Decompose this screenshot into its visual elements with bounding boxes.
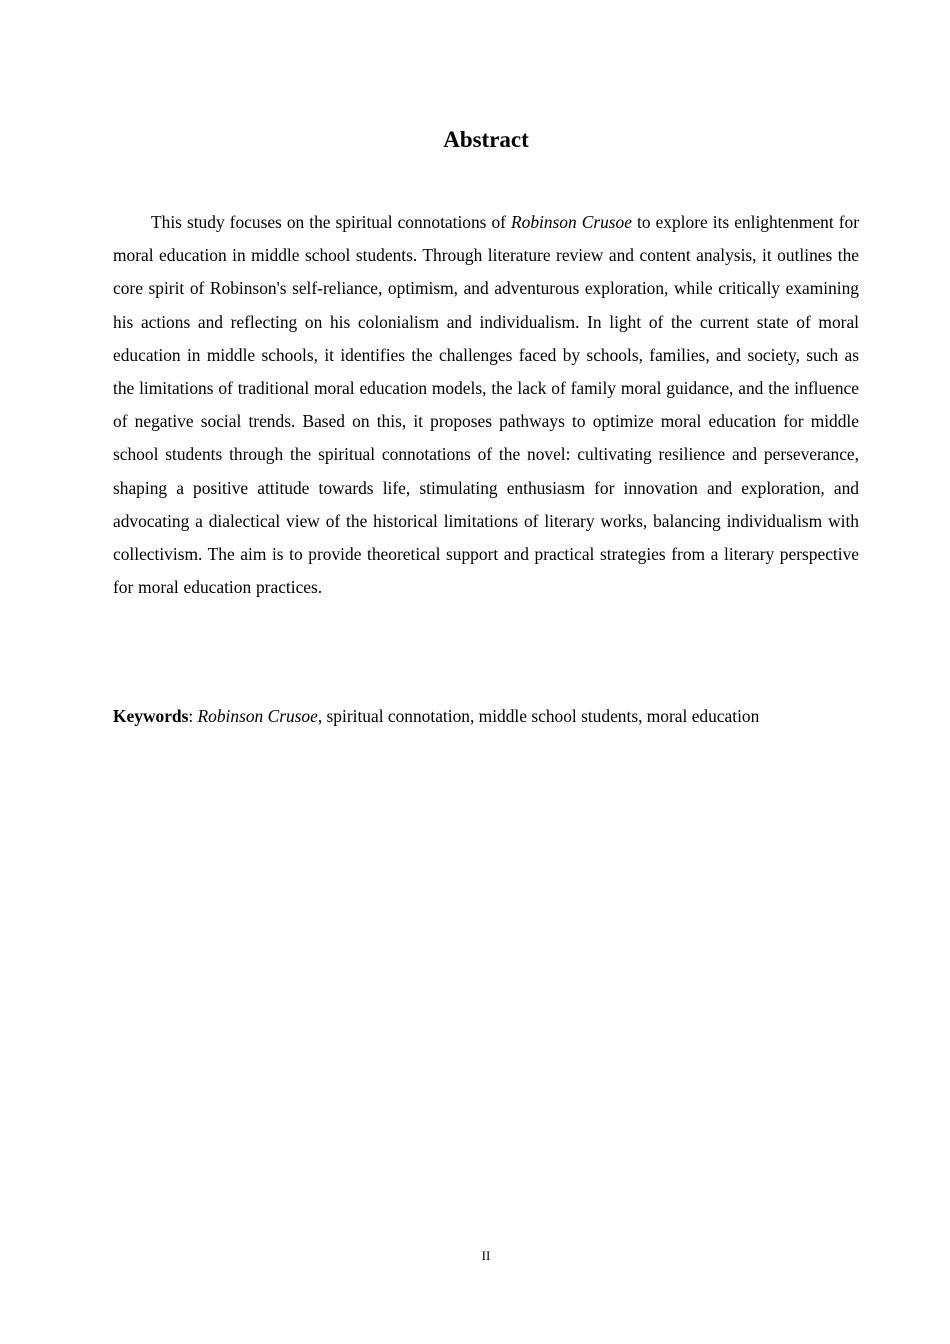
abstract-book-title: Robinson Crusoe (511, 212, 632, 232)
abstract-text-part1: This study focuses on the spiritual connotations of (151, 212, 511, 232)
keywords-separator: : (188, 706, 198, 726)
keywords-line (113, 700, 873, 733)
keywords-rest: , spiritual connotation, middle school students, moral education (317, 706, 760, 726)
keywords-label: Keywords (113, 706, 189, 726)
abstract-body (113, 206, 859, 604)
page-number: II (481, 1248, 491, 1263)
abstract-title: Abstract (443, 127, 529, 152)
keywords-book-title: Robinson Crusoe (197, 706, 318, 726)
abstract-text-part2: to explore its enlightenment for moral education in middle school students. Through literature review and content analysis, it outlines the core spirit of Robinson's self-reliance, optimism, and adventurous exploration, while critically examining his actions and reflecting on his colonialism and individualism. In light of the current state of moral education in middle schools, it identifies the challenges faced by schools, families, and society, such as the limitations of traditional moral education models, the lack of family moral guidance, and the influence of negative social trends. Based on this, it proposes pathways to optimize moral education for middle school students through the spiritual connotations of the novel: cultivating resilience and perseverance, shaping a positive attitude towards life, stimulating enthusiasm for innovation and exploration, and advocating a dialectical view of the historical limitations of literary works, balancing individualism with collectivism. The aim is to provide theoretical support and practical strategies from a literary perspective for moral education practices. (113, 212, 860, 598)
